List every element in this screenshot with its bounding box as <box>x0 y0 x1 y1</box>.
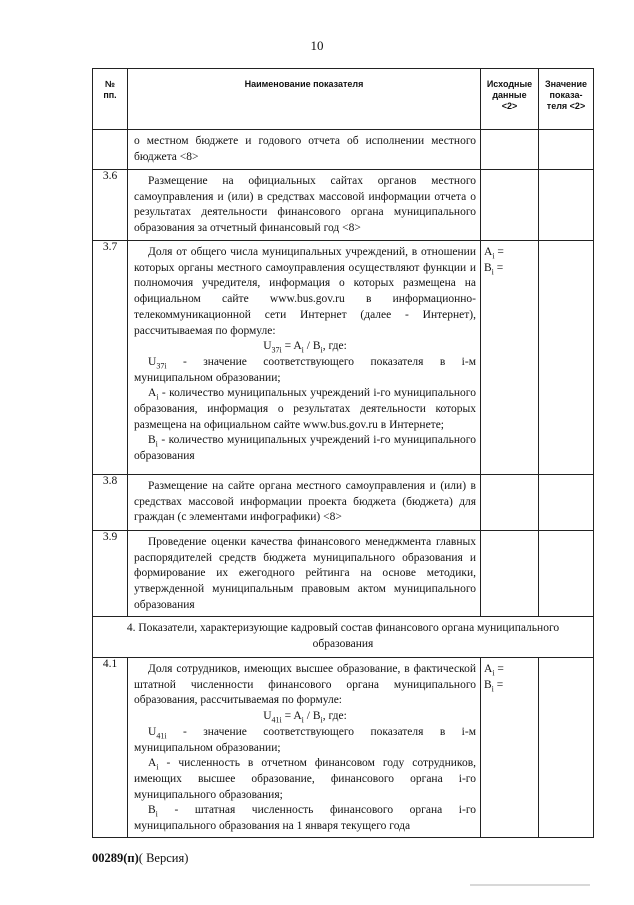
row-paragraph: $U_{37i}$ - значение соответствующего показателя в i-м муниципальном образовании; <box>134 355 476 384</box>
table-header-row <box>93 69 594 130</box>
row-value <box>539 170 594 241</box>
row-paragraph: Доля сотрудников, имеющих высшее образование, в фактической штатной численности финансового органа муниципального образования, рассчитываемая по формуле: <box>134 663 476 707</box>
formula: $U_{37i} = A_i / B_i$, где: <box>263 340 347 355</box>
row-paragraph: о местном бюджете и годового отчета об исполнении местного бюджета <8> <box>134 135 476 163</box>
table-row <box>93 531 594 617</box>
table-row <box>93 241 594 475</box>
document-number: 00289(п) <box>92 851 139 865</box>
row-description <box>128 170 481 241</box>
document-version: ( Версия) <box>138 851 189 865</box>
row-paragraph: $B_i$ - штатная численность финансового органа i-го муниципального образования на 1 января текущего года <box>134 804 476 833</box>
section-header-row <box>93 617 594 658</box>
table-row <box>93 130 594 170</box>
source-line: $B_i$ = <box>484 261 504 276</box>
table-row <box>93 475 594 531</box>
row-paragraph: $B_i$ - количество муниципальных учреждений i-го муниципального образования <box>134 434 476 463</box>
table-row <box>93 658 594 838</box>
row-number: 4.1 <box>93 658 128 838</box>
row-value <box>539 241 594 475</box>
row-paragraph: $U_{41i}$ - значение соответствующего показателя в i-м муниципальном образовании; <box>134 725 476 754</box>
scan-artifact <box>470 884 590 886</box>
row-paragraph: Проведение оценки качества финансового менеджмента главных распорядителей средств бюджета муниципального образования и формирование их ежегодного рейтинга на основе методики, утвержденной муниципальным правовым актом муниципального образования <box>134 536 476 611</box>
source-line: $B_i$ = <box>484 678 504 693</box>
row-number: 3.6 <box>93 170 128 241</box>
document-code <box>92 851 188 866</box>
header-number: № пп. <box>93 69 128 130</box>
header-source-data: Исходные данные <2> <box>481 69 539 130</box>
row-source <box>481 130 539 170</box>
row-number: 3.7 <box>93 241 128 475</box>
table-row <box>93 170 594 241</box>
row-value <box>539 531 594 617</box>
formula: $U_{41i} = A_i / B_i$, где: <box>263 710 347 725</box>
row-description <box>128 241 481 475</box>
row-source <box>481 531 539 617</box>
section-title: 4. Показатели, характеризующие кадровый состав финансового органа муниципального образования <box>93 617 594 658</box>
row-number: 3.9 <box>93 531 128 617</box>
row-description <box>128 475 481 531</box>
row-value <box>539 475 594 531</box>
row-paragraph: Размещение на сайте органа местного самоуправления и (или) в средствах массовой информации проекта бюджета (бюджета) для граждан (с элементами инфографики) <8> <box>134 480 476 524</box>
header-indicator-name: Наименование показателя <box>128 69 481 130</box>
row-source <box>481 658 539 838</box>
row-description <box>128 658 481 838</box>
row-value <box>539 658 594 838</box>
row-source <box>481 170 539 241</box>
row-description <box>128 531 481 617</box>
source-line: $A_i$ = <box>484 663 504 678</box>
row-source <box>481 241 539 475</box>
row-number <box>93 130 128 170</box>
indicators-table <box>92 68 594 838</box>
row-description <box>128 130 481 170</box>
row-value <box>539 130 594 170</box>
row-paragraph: $A_i$ - численность в отчетном финансовом году сотрудников, имеющих высшее образование, финансового органа i-го муниципального образования; <box>134 757 476 801</box>
source-line: $A_i$ = <box>484 246 504 261</box>
row-number: 3.8 <box>93 475 128 531</box>
page-number: 10 <box>310 38 324 53</box>
row-paragraph: $A_i$ - количество муниципальных учреждений i-го муниципального образования, информация о результатах деятельности которых размещена на официальном сайте www.bus.gov.ru в Интернете; <box>134 387 476 431</box>
row-paragraph: Размещение на официальных сайтах органов местного самоуправления и (или) в средствах массовой информации отчета о результатах деятельности финансового органа муниципального образования за отчетный финансовый год <8> <box>134 175 476 235</box>
header-indicator-value: Значение показа-теля <2> <box>539 69 594 130</box>
row-source <box>481 475 539 531</box>
row-paragraph: Доля от общего числа муниципальных учреждений, в отношении которых органы местного самоуправления осуществляют функции и полномочия учредителя, информация о которых размещена на официальном сайте www.bus.gov.ru в информационно-телекоммуникационной сети Интернет (далее - Интернет), рассчитываемая по формуле: <box>134 246 476 337</box>
